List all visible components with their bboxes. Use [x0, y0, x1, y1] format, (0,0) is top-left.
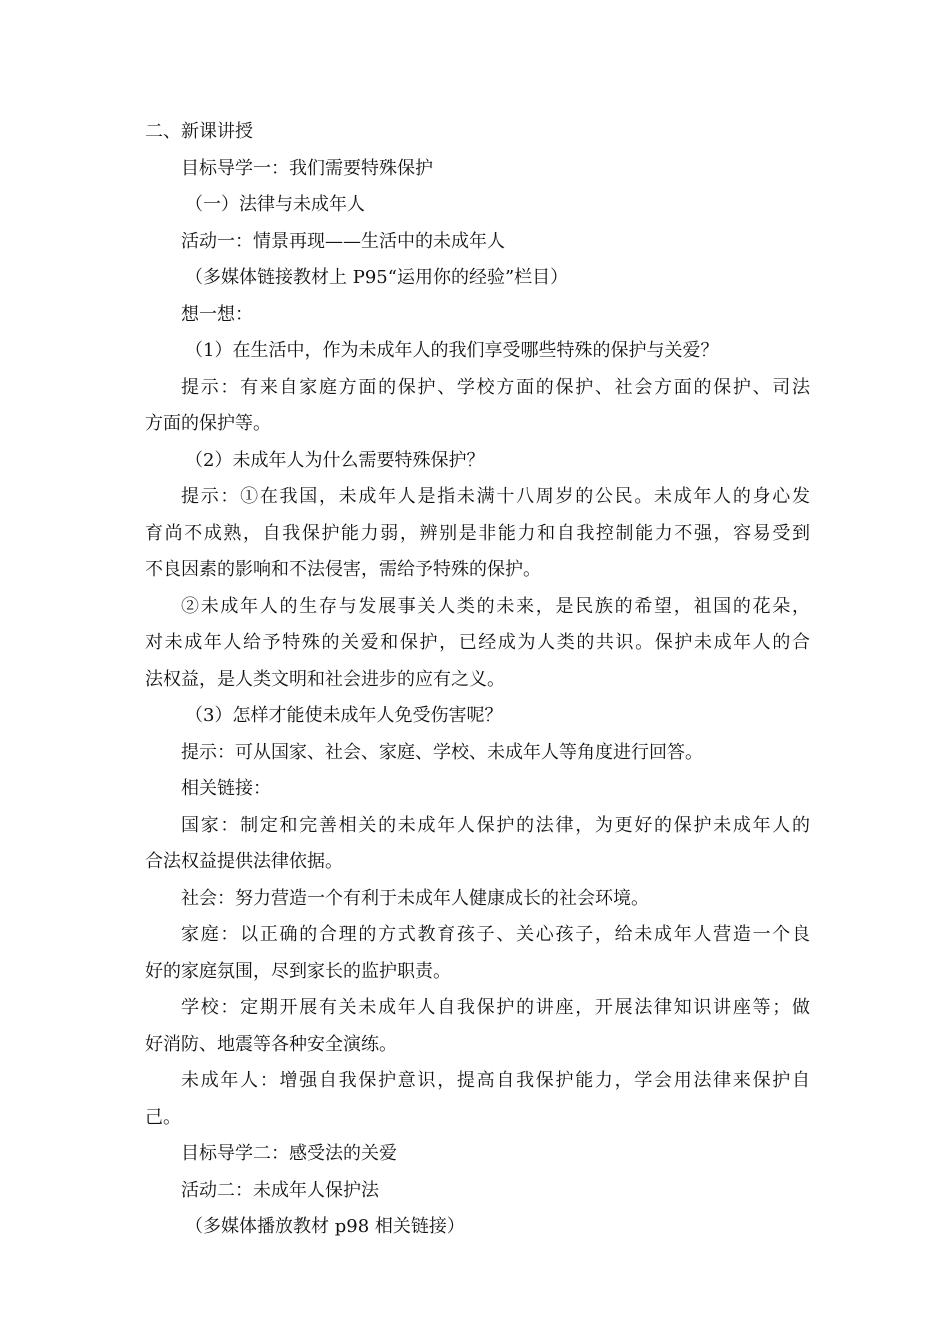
think-prompt: 想一想：	[181, 303, 253, 325]
section-heading: 二、新课讲授	[145, 121, 253, 142]
activity-heading-2: 活动二：未成年人保护法	[181, 1179, 379, 1201]
hint-2b-line-2: 对未成年人给予特殊的关爱和保护，已经成为人类的共识。保护未成年人的合	[145, 632, 810, 653]
multimedia-note-2: （多媒体播放教材 p98 相关链接）	[185, 1216, 465, 1237]
multimedia-note-1: （多媒体链接教材上 P95“运用你的经验”栏目）	[185, 267, 569, 288]
family-line-1: 家庭：以正确的合理的方式教育孩子、关心孩子，给未成年人营造一个良	[181, 924, 810, 945]
question-3: （3）怎样才能使未成年人免受伤害呢？	[185, 705, 503, 726]
question-1: （1）在生活中，作为未成年人的我们享受哪些特殊的保护与关爱？	[185, 340, 719, 361]
country-line-2: 合法权益提供法律依据。	[145, 851, 343, 872]
hint-3: 提示：可从国家、社会、家庭、学校、未成年人等角度进行回答。	[181, 741, 703, 763]
goal-heading-1: 目标导学一：我们需要特殊保护	[181, 157, 433, 179]
activity-heading-1: 活动一：情景再现——生活中的未成年人	[181, 230, 505, 252]
country-line-1: 国家：制定和完善相关的未成年人保护的法律，为更好的保护未成年人的	[181, 814, 810, 836]
family-line-2: 好的家庭氛围，尽到家长的监护职责。	[145, 960, 451, 982]
hint-2-line-1: 提示：①在我国，未成年人是指未满十八周岁的公民。未成年人的身心发	[181, 486, 810, 507]
question-2: （2）未成年人为什么需要特殊保护？	[185, 449, 485, 471]
subsection-heading: （一）法律与未成年人	[185, 194, 365, 215]
school-line-1: 学校：定期开展有关未成年人自我保护的讲座，开展法律知识讲座等；做	[181, 997, 810, 1018]
related-links-heading: 相关链接：	[181, 778, 271, 799]
hint-2-line-2: 育尚不成熟，自我保护能力弱，辨别是非能力和自我控制能力不强，容易受到	[145, 522, 810, 544]
minor-line-2: 己。	[145, 1106, 181, 1128]
document-body	[145, 114, 810, 1246]
society-line: 社会：努力营造一个有利于未成年人健康成长的社会环境。	[181, 887, 649, 909]
school-line-2: 好消防、地震等各种安全演练。	[145, 1033, 397, 1055]
hint-1-line-2: 方面的保护等。	[145, 413, 271, 434]
minor-line-1: 未成年人：增强自我保护意识，提高自我保护能力，学会用法律来保护自	[181, 1070, 810, 1091]
hint-1-line-1: 提示：有来自家庭方面的保护、学校方面的保护、社会方面的保护、司法	[181, 376, 810, 398]
goal-heading-2: 目标导学二：感受法的关爱	[181, 1143, 397, 1164]
hint-2b-line-1: ②未成年人的生存与发展事关人类的未来，是民族的希望，祖国的花朵，	[181, 595, 810, 617]
hint-2-line-3: 不良因素的影响和不法侵害，需给予特殊的保护。	[145, 559, 541, 580]
hint-2b-line-3: 法权益，是人类文明和社会进步的应有之义。	[145, 668, 505, 690]
